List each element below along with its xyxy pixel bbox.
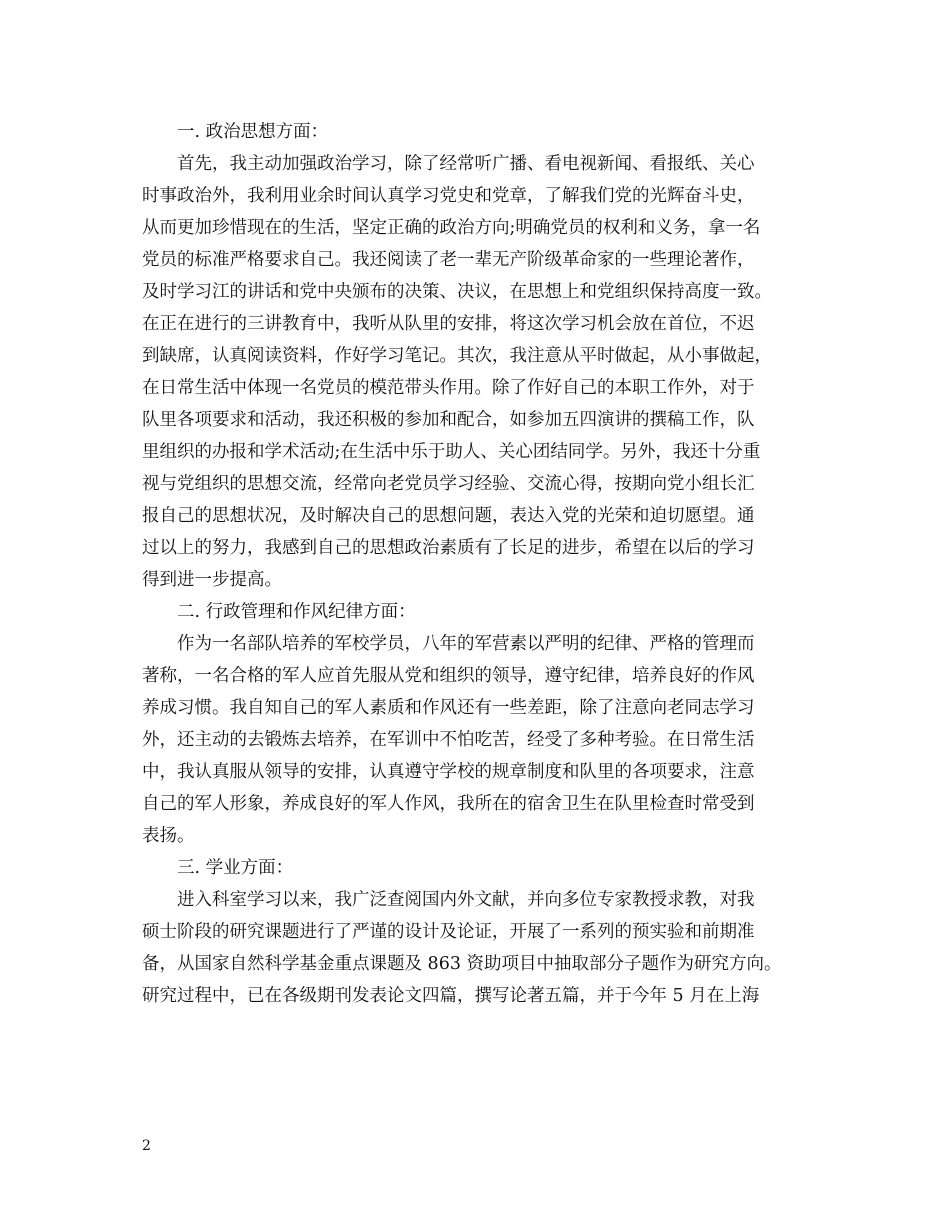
paragraph-line: 著称，一名合格的军人应首先服从党和组织的领导，遵守纪律，培养良好的作风	[142, 666, 755, 686]
paragraph-line: 报自己的思想状况，及时解决自己的思想问题，表达入党的光荣和迫切愿望。通	[142, 506, 755, 526]
paragraph-line: 及时学习江的讲话和党中央颁布的决策、决议，在思想上和党组织保持高度一致。	[142, 282, 772, 302]
paragraph-line: 备，从国家自然科学基金重点课题及 863 资助项目中抽取部分子题作为研究方向。	[142, 954, 782, 974]
paragraph-line: 外，还主动的去锻炼去培养，在军训中不怕吃苦，经受了多种考验。在日常生活	[142, 730, 755, 750]
paragraph-line: 作为一名部队培养的军校学员，八年的军营素以严明的纪律、严格的管理而	[177, 634, 755, 654]
paragraph-line: 里组织的办报和学术活动;在生活中乐于助人、关心团结同学。另外，我还十分重	[142, 442, 761, 462]
paragraph-line: 党员的标准严格要求自己。我还阅读了老一辈无产阶级革命家的一些理论著作，	[142, 250, 755, 270]
paragraph-line: 在日常生活中体现一名党员的模范带头作用。除了作好自己的本职工作外，对于	[142, 378, 755, 398]
paragraph-line: 首先，我主动加强政治学习，除了经常听广播、看电视新闻、看报纸、关心	[177, 154, 755, 174]
paragraph-line: 时事政治外，我利用业余时间认真学习党史和党章，了解我们党的光辉奋斗史，	[142, 186, 755, 206]
paragraph-line: 研究过程中，已在各级期刊发表论文四篇，撰写论著五篇，并于今年 5 月在上海	[142, 986, 760, 1006]
paragraph-line: 进入科室学习以来，我广泛查阅国内外文献，并向多位专家教授求教，对我	[177, 890, 755, 910]
paragraph-line: 到缺席，认真阅读资料，作好学习笔记。其次，我注意从平时做起，从小事做起，	[142, 346, 772, 366]
paragraph-line: 得到进一步提高。	[142, 570, 282, 590]
section-heading-academic: 三. 学业方面：	[177, 858, 294, 878]
paragraph-line: 养成习惯。我自知自己的军人素质和作风还有一些差距，除了注意向老同志学习	[142, 698, 755, 718]
section-heading-conduct: 二. 行政管理和作风纪律方面：	[177, 602, 416, 622]
paragraph-line: 表扬。	[142, 826, 195, 846]
paragraph-line: 自己的军人形象，养成良好的军人作风，我所在的宿舍卫生在队里检查时常受到	[142, 794, 755, 814]
paragraph-line: 视与党组织的思想交流，经常向老党员学习经验、交流心得，按期向党小组长汇	[142, 474, 755, 494]
paragraph-line: 过以上的努力，我感到自己的思想政治素质有了长足的进步，希望在以后的学习	[142, 538, 755, 558]
paragraph-line: 在正在进行的三讲教育中，我听从队里的安排，将这次学习机会放在首位，不迟	[142, 314, 755, 334]
section-heading-political: 一. 政治思想方面：	[177, 122, 329, 142]
paragraph-line: 从而更加珍惜现在的生活，坚定正确的政治方向;明确党员的权利和义务，拿一名	[142, 218, 761, 238]
page-number: 2	[142, 1138, 151, 1154]
paragraph-line: 硕士阶段的研究课题进行了严谨的设计及论证，开展了一系列的预实验和前期准	[142, 922, 755, 942]
paragraph-line: 队里各项要求和活动，我还积极的参加和配合，如参加五四演讲的撰稿工作，队	[142, 410, 755, 430]
paragraph-line: 中，我认真服从领导的安排，认真遵守学校的规章制度和队里的各项要求，注意	[142, 762, 755, 782]
